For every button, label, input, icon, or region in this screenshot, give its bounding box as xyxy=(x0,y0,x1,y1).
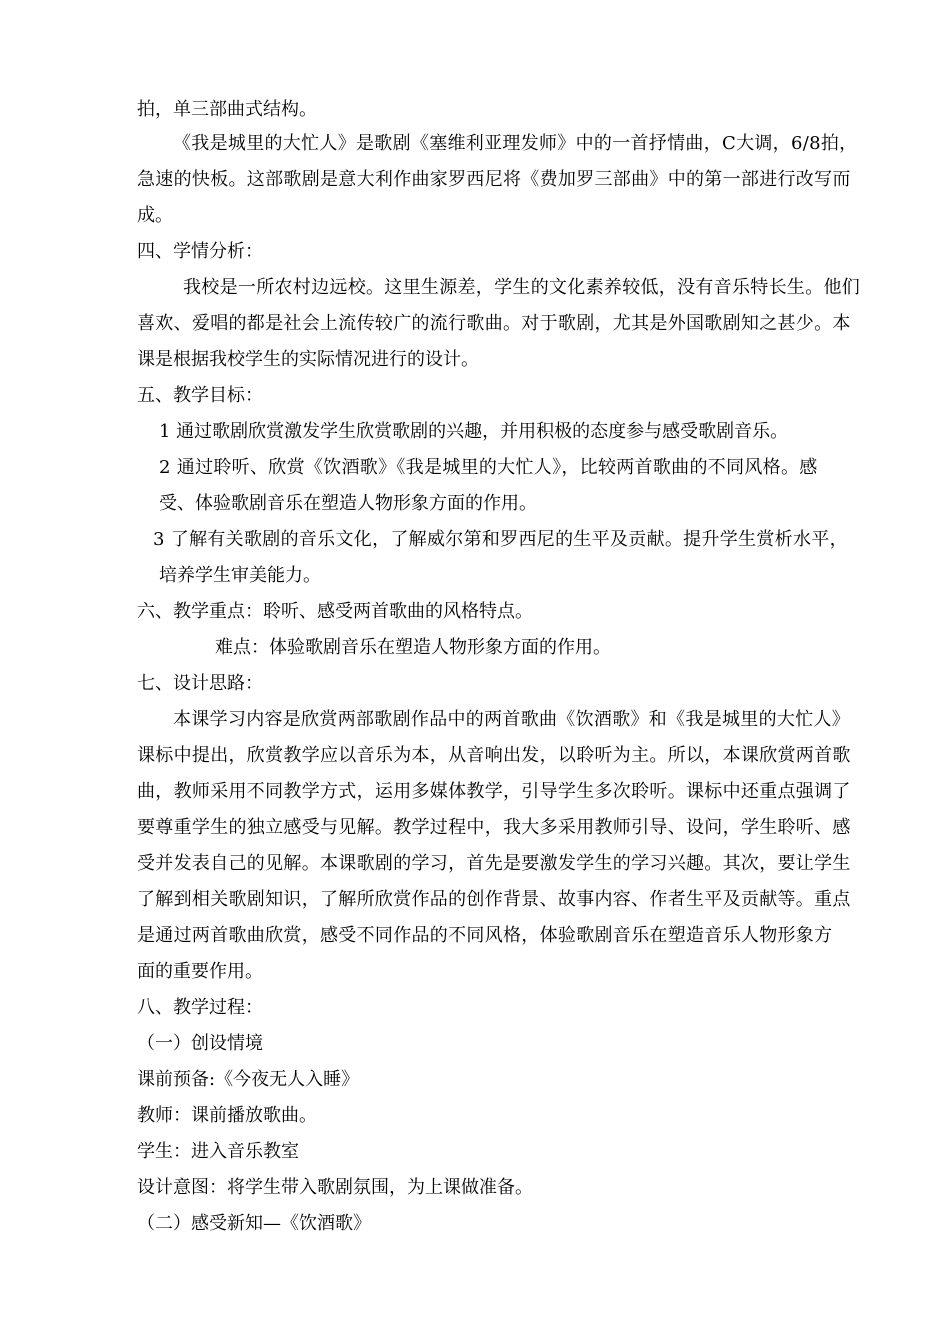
section-heading: 八、教学过程： xyxy=(137,997,263,1018)
text-line: 学生：进入音乐教室 xyxy=(137,1141,299,1162)
text-line: 教师：课前播放歌曲。 xyxy=(137,1105,317,1126)
text-line: 急速的快板。这部歌剧是意大利作曲家罗西尼将《费加罗三部曲》中的第一部进行改写而 xyxy=(137,169,851,190)
text-line: 面的重要作用。 xyxy=(137,961,263,982)
section-heading: 六、教学重点：聆听、感受两首歌曲的风格特点。 xyxy=(137,601,533,622)
text-line: 受、体验歌剧音乐在塑造人物形象方面的作用。 xyxy=(159,493,537,514)
text-line: 设计意图：将学生带入歌剧氛围，为上课做准备。 xyxy=(137,1177,533,1198)
list-item: 2 通过聆听、欣赏《饮酒歌》《我是城里的大忙人》，比较两首歌曲的不同风格。感 xyxy=(159,457,818,478)
text-line: 是通过两首歌曲欣赏，感受不同作品的不同风格，体验歌剧音乐在塑造音乐人物形象方 xyxy=(137,925,833,946)
text-line: 喜欢、爱唱的都是社会上流传较广的流行歌曲。对于歌剧，尤其是外国歌剧知之甚少。本 xyxy=(137,313,851,334)
text-line: 《我是城里的大忙人》是歌剧《塞维利亚理发师》中的一首抒情曲，C大调，6/8拍， xyxy=(173,133,858,154)
section-heading: 七、设计思路： xyxy=(137,673,263,694)
text-line: 要尊重学生的独立感受与见解。教学过程中，我大多采用教师引导、设问，学生聆听、感 xyxy=(137,817,851,838)
text-line: 课标中提出，欣赏教学应以音乐为本，从音响出发，以聆听为主。所以，本课欣赏两首歌 xyxy=(137,745,851,766)
text-line: 难点：体验歌剧音乐在塑造人物形象方面的作用。 xyxy=(215,637,611,658)
text-line: 课前预备:《今夜无人入睡》 xyxy=(137,1069,360,1090)
text-line: 了解到相关歌剧知识，了解所欣赏作品的创作背景、故事内容、作者生平及贡献等。重点 xyxy=(137,889,851,910)
text-line: 曲，教师采用不同教学方式，运用多媒体教学，引导学生多次聆听。课标中还重点强调了 xyxy=(137,781,851,802)
list-item: 3 了解有关歌剧的音乐文化，了解威尔第和罗西尼的生平及贡献。提升学生赏析水平， xyxy=(153,529,848,550)
text-line: 拍，单三部曲式结构。 xyxy=(137,99,317,120)
text-line: 课是根据我校学生的实际情况进行的设计。 xyxy=(137,349,479,370)
text-line: 本课学习内容是欣赏两部歌剧作品中的两首歌曲《饮酒歌》和《我是城里的大忙人》 xyxy=(173,709,851,730)
text-line: 受并发表自己的见解。本课歌剧的学习，首先是要激发学生的学习兴趣。其次，要让学生 xyxy=(137,853,851,874)
list-item: 1 通过歌剧欣赏激发学生欣赏歌剧的兴趣，并用积极的态度参与感受歌剧音乐。 xyxy=(159,421,789,442)
text-line: 成。 xyxy=(137,205,173,226)
text-line: 我校是一所农村边远校。这里生源差，学生的文化素养较低，没有音乐特长生。他们 xyxy=(183,277,861,298)
subsection-heading: （二）感受新知—《饮酒歌》 xyxy=(137,1213,371,1234)
section-heading: 五、教学目标： xyxy=(137,385,263,406)
section-heading: 四、学情分析： xyxy=(137,241,263,262)
text-line: 培养学生审美能力。 xyxy=(159,565,321,586)
subsection-heading: （一）创设情境 xyxy=(137,1033,263,1054)
